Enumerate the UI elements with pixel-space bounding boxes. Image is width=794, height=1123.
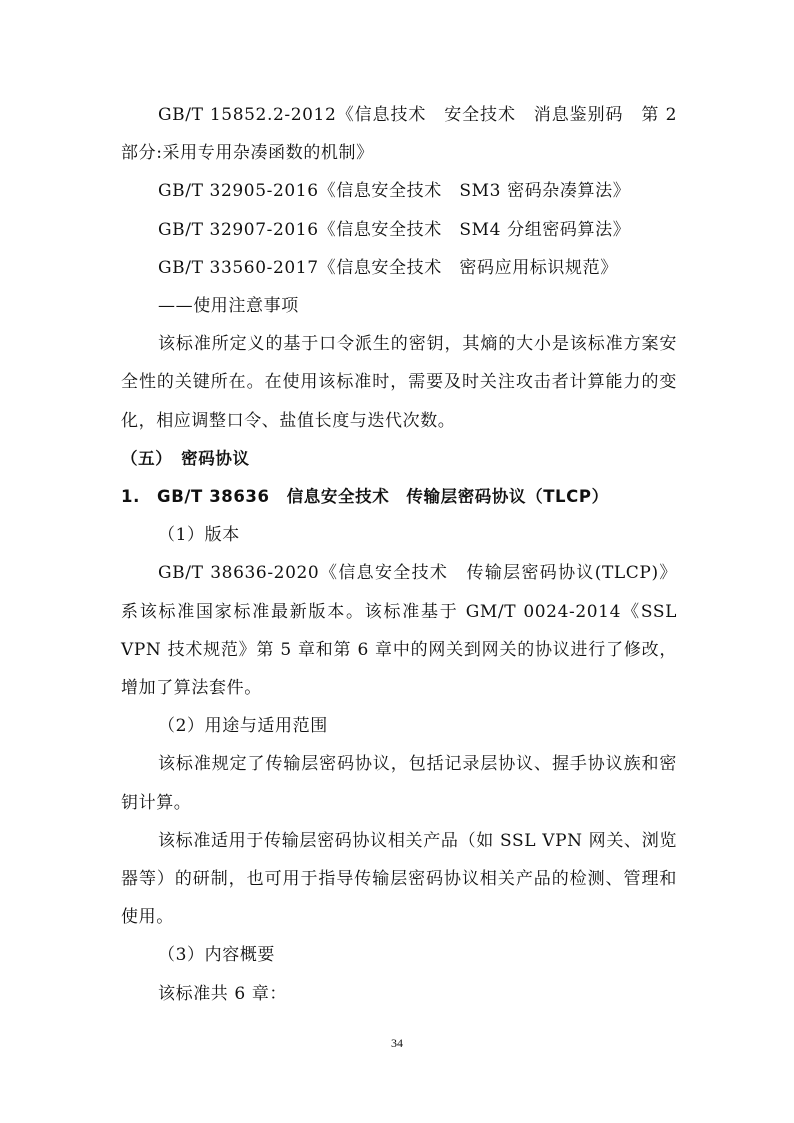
subsection-heading-tlcp: 1. GB/T 38636 信息安全技术 传输层密码协议（TLCP）	[121, 487, 609, 507]
document-body	[121, 96, 677, 1013]
scope-paragraph-1: 该标准规定了传输层密码协议，包括记录层协议、握手协议族和密钥计算。	[121, 754, 677, 813]
reference-gbt-15852-2: GB/T 15852.2-2012《信息技术 安全技术 消息鉴别码 第 2 部分:采用专用杂凑函数的机制》	[121, 105, 677, 164]
scope-heading: （2）用途与适用范围	[158, 716, 328, 737]
usage-notes-paragraph: 该标准所定义的基于口令派生的密钥，其熵的大小是该标准方案安全性的关键所在。在使用该标准时，需要及时关注攻击者计算能力的变化，相应调整口令、盐值长度与迭代次数。	[121, 334, 677, 431]
overview-heading: （3）内容概要	[158, 945, 276, 966]
version-heading: （1）版本	[158, 525, 240, 546]
reference-gbt-32907: GB/T 32907-2016《信息安全技术 SM4 分组密码算法》	[158, 219, 631, 240]
version-paragraph: GB/T 38636-2020《信息安全技术 传输层密码协议(TLCP)》系该标准国家标准最新版本。该标准基于 GM/T 0024-2014《SSL VPN 技术规范》第 5 章和第 6 章中的网关到网关的协议进行了修改，增加了算法套件。	[121, 563, 677, 699]
usage-notes-heading: ——使用注意事项	[158, 296, 299, 317]
scope-paragraph-2: 该标准适用于传输层密码协议相关产品（如 SSL VPN 网关、浏览器等）的研制，也可用于指导传输层密码协议相关产品的检测、管理和使用。	[121, 830, 677, 928]
page-number: 34	[391, 1036, 403, 1050]
overview-paragraph: 该标准共 6 章：	[158, 983, 288, 1004]
reference-gbt-33560: GB/T 33560-2017《信息安全技术 密码应用标识规范》	[158, 257, 618, 278]
reference-gbt-32905: GB/T 32905-2016《信息安全技术 SM3 密码杂凑算法》	[158, 181, 631, 202]
section-heading-crypto-protocols: （五） 密码协议	[121, 448, 250, 468]
